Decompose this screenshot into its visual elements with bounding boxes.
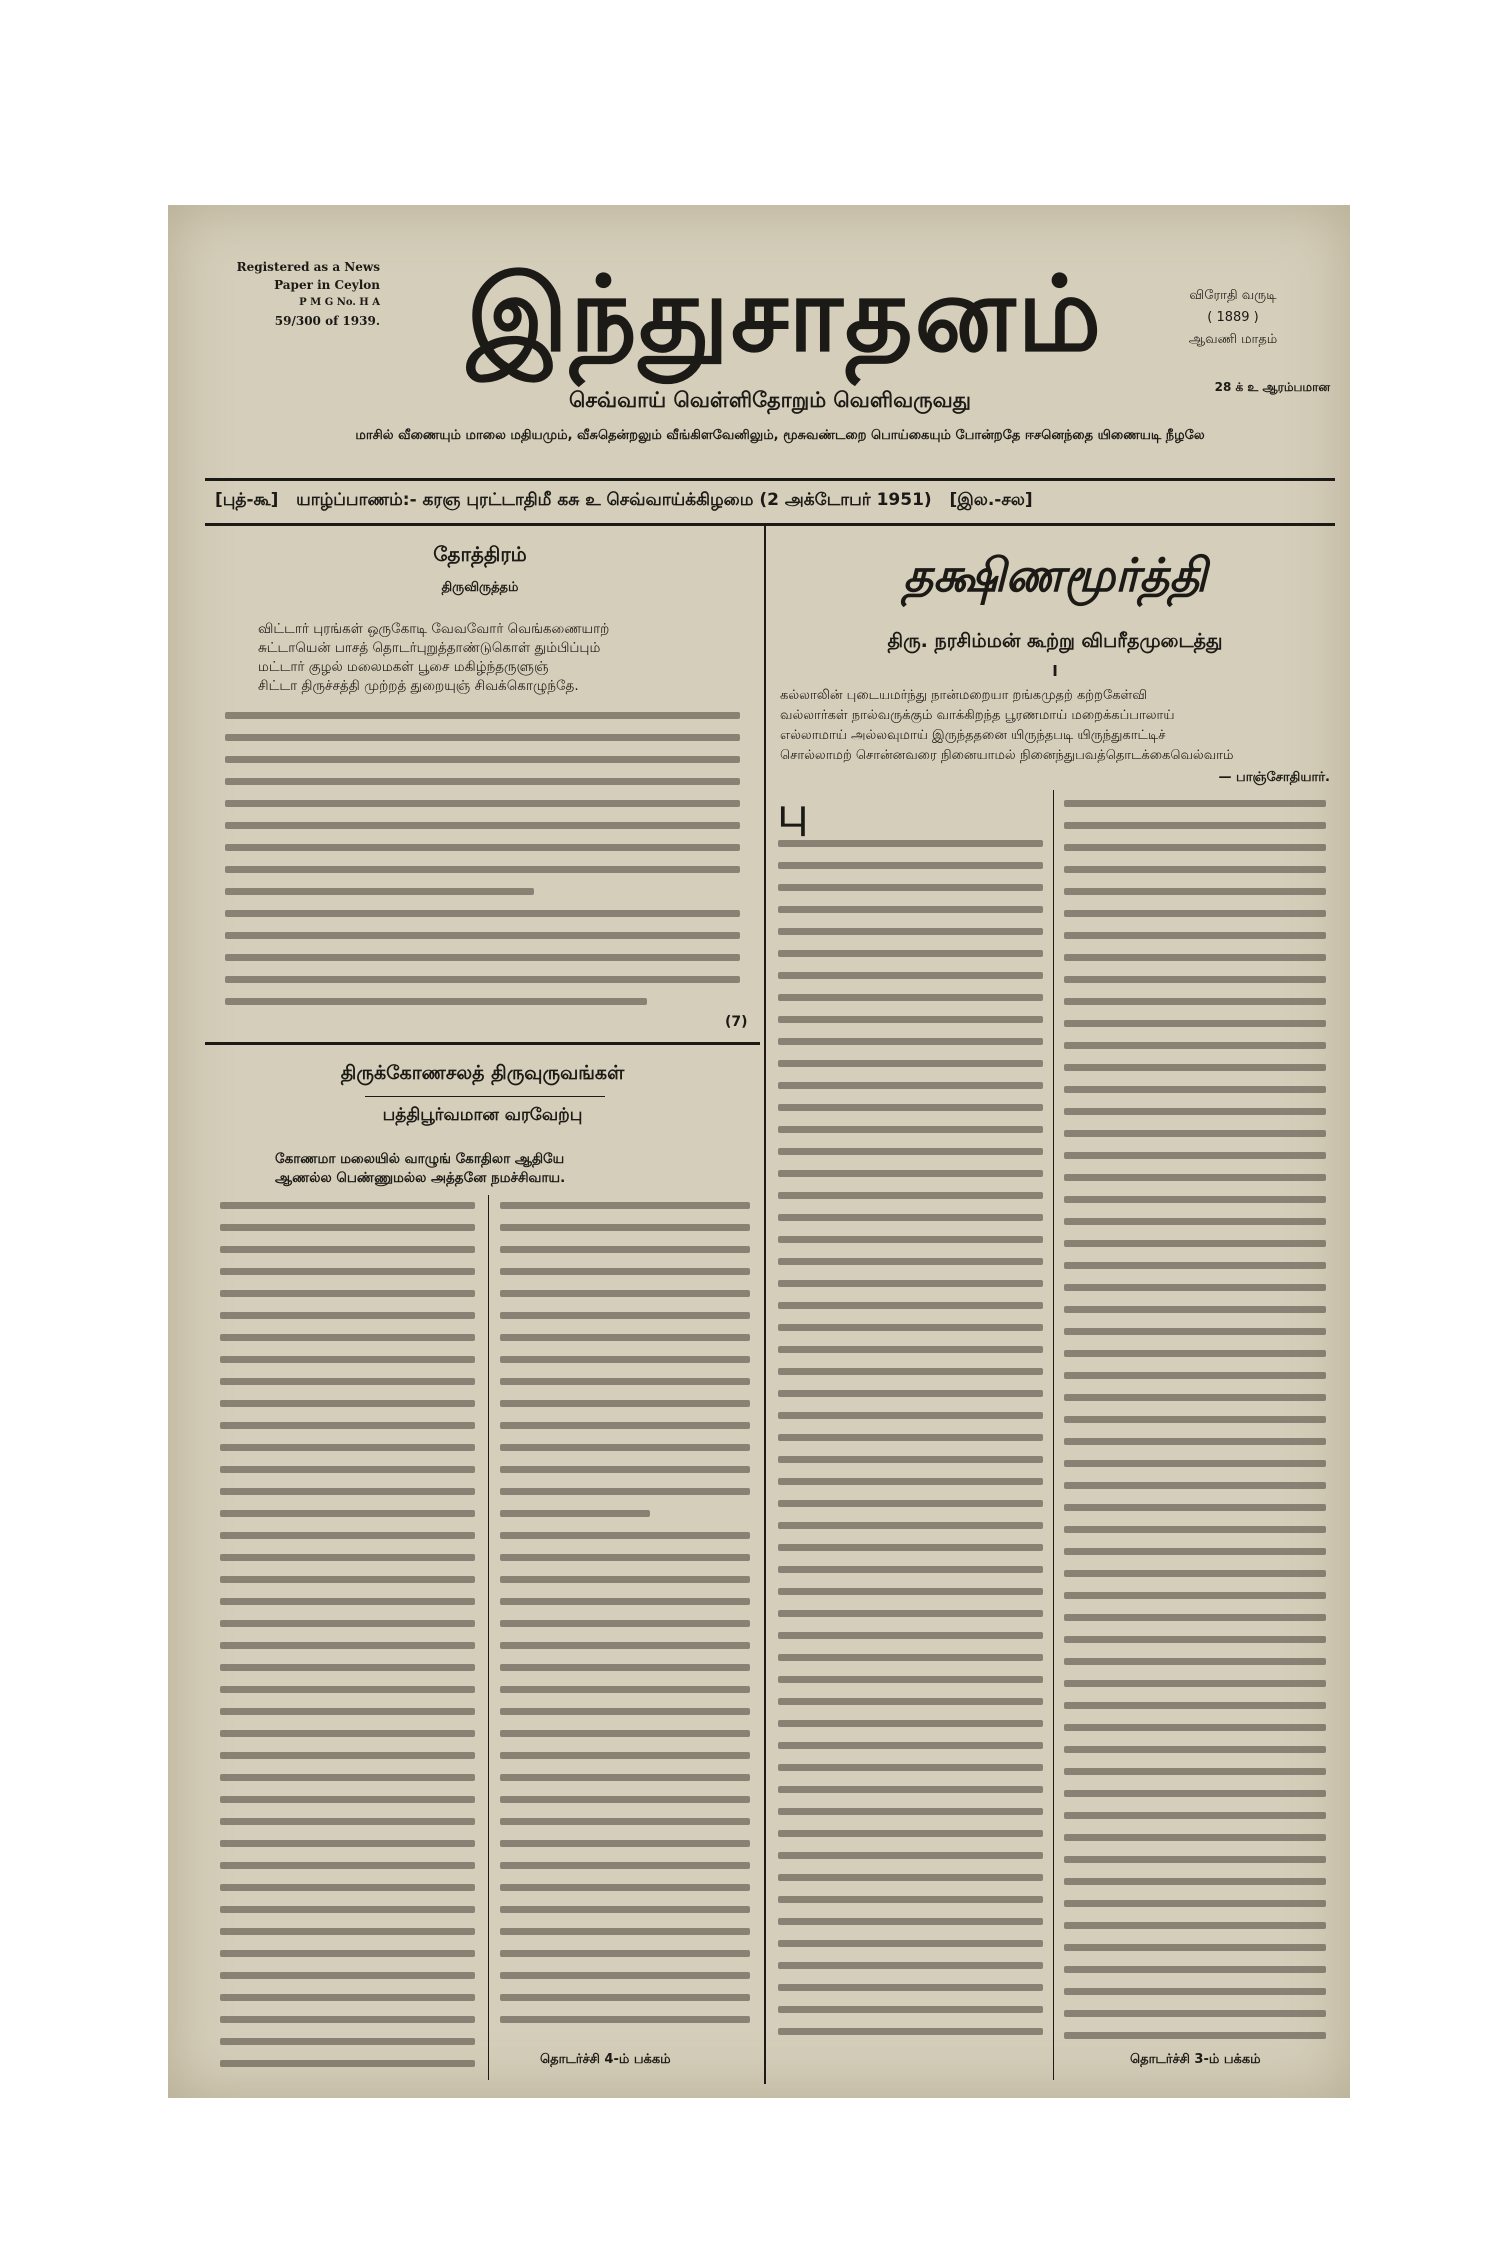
verse-line: சொல்லாமற் சொன்னவரை நினையாமல் நினைந்துபவத்தொடக்கைவெல்வாம் — [780, 748, 1234, 763]
registration-line: P M G No. H A — [299, 297, 380, 308]
left-inner-divider — [488, 1195, 489, 2080]
era-note — [1178, 285, 1288, 351]
dateline — [215, 490, 1325, 512]
section-number: I — [1052, 662, 1058, 680]
article-body-col2 — [500, 1202, 750, 2038]
verse-line: எல்லாமாய் அல்லவுமாய் இருந்ததனை யிருந்தபடி யிருந்துகாட்டிச் — [780, 728, 1166, 743]
verse-line: மட்டார் குழல் மலைமகள் பூசை மகிழ்ந்தருளுஞ் — [258, 659, 549, 675]
registration-line: Paper in Ceylon — [274, 278, 380, 292]
volume-number: [புத்-கூ] — [215, 490, 279, 510]
verse-line: விட்டார் புரங்கள் ஒருகோடி வேவவோர் வெங்கணையாற் — [258, 621, 610, 637]
intro-line: ஆணல்ல பெண்ணுமல்ல அத்தனே நமச்சிவாய. — [275, 1170, 566, 1186]
intro-line: கோணமா மலையில் வாழுங் கோதிலா ஆதியே — [275, 1151, 565, 1167]
era-month: ஆவணி மாதம் — [1188, 332, 1278, 347]
article-body-col1 — [220, 1202, 475, 2082]
hymn-commentary — [225, 712, 740, 1020]
hymn-verse — [258, 620, 738, 696]
era-start-note: 28 க் உ ஆரம்பமான — [1214, 380, 1330, 394]
drop-cap: பு — [778, 790, 808, 836]
verse-line: சிட்டா திருச்சத்தி முற்றத் துறையுஞ் சிவக்கொழுந்தே. — [258, 678, 579, 694]
verse-number: (7) — [725, 1014, 748, 1030]
verse-attribution: — பாஞ்சோதியார். — [1218, 770, 1330, 785]
article-body-col4 — [1064, 800, 1326, 2054]
continued-note-right: தொடர்ச்சி 3-ம் பக்கம் — [1130, 2052, 1261, 2067]
dateline-top-rule — [205, 478, 1335, 481]
hymn-subheading: திருவிருத்தம் — [441, 580, 519, 595]
continued-note-left: தொடர்ச்சி 4-ம் பக்கம் — [540, 2052, 671, 2067]
registration-line: 59/300 of 1939. — [274, 314, 380, 328]
masthead-verse: மாசில் வீணையும் மாலை மதியமும், வீசுதென்றலும் வீங்கிளவேனிலும், மூசுவண்டறை பொய்கையும் போன்றதே ஈசனெந்தை யிணையடி நீழலே — [355, 428, 1205, 443]
era-year: ( 1889 ) — [1207, 310, 1259, 325]
opening-verse — [780, 686, 1330, 766]
verse-line: வல்லார்கள் நால்வருக்கும் வாக்கிறந்த பூரணமாய் மறைக்கப்பாலாய் — [780, 708, 1175, 723]
article-byline: திரு. நரசிம்மன் கூற்று விபரீதமுடைத்து — [887, 630, 1223, 652]
article-heading-temple-idols: திருக்கோணசலத் திருவுருவங்கள் — [340, 1062, 625, 1084]
newspaper-title: இந்துசாதனம் — [466, 253, 1104, 375]
registration-notice — [195, 258, 380, 330]
verse-line: கல்லாலின் புடையமர்ந்து நான்மறையா றங்கமுதற் கற்றகேள்வி — [780, 688, 1148, 703]
era-year-name: விரோதி வருடி — [1189, 288, 1277, 303]
article-body-col3 — [778, 840, 1043, 2050]
issue-number: [இல.-சல] — [949, 490, 1033, 510]
date-text: யாழ்ப்பாணம்:- கரஞ புரட்டாதிமீ கசு உ செவ்வாய்க்கிழமை (2 அக்டோபர் 1951) — [296, 490, 932, 510]
registration-line: Registered as a News — [236, 260, 380, 274]
dateline-bottom-rule — [205, 523, 1335, 526]
column-divider — [764, 526, 766, 2084]
verse-line: சுட்டாயென் பாசத் தொடர்புறுத்தாண்டுகொள் தும்பிப்பும் — [258, 640, 601, 656]
section-heading-hymn: தோத்திரம் — [433, 542, 527, 566]
article-subheading-welcome: பத்திபூர்வமான வரவேற்பு — [382, 1105, 583, 1125]
article-heading-dakshinamurthy: தக்ஷிணமூர்த்தி — [903, 548, 1207, 602]
left-section-rule — [205, 1042, 760, 1045]
publication-schedule: செவ்வாய் வெள்ளிதோறும் வெளிவருவது — [569, 388, 971, 412]
article-heading-underline — [365, 1096, 605, 1097]
article-intro-verse — [275, 1150, 735, 1188]
right-inner-divider — [1053, 790, 1054, 2080]
